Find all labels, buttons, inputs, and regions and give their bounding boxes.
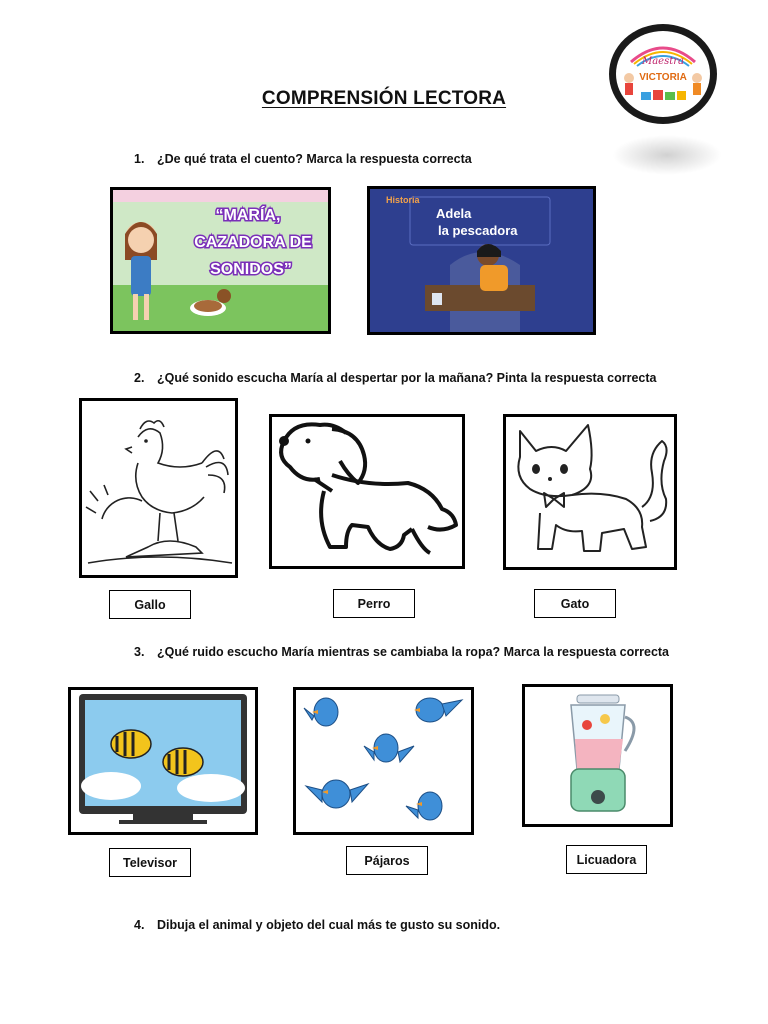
cat-picture[interactable] [503, 414, 677, 570]
rooster-picture[interactable] [79, 398, 238, 578]
story-option-maria[interactable] [110, 187, 331, 334]
answer-option-gato[interactable]: Gato [534, 589, 616, 618]
question-text: ¿Qué ruido escucho María mientras se cambiaba la ropa? Marca la respuesta correcta [157, 645, 670, 659]
question-2 [134, 371, 656, 385]
answer-option-gallo[interactable]: Gallo [109, 590, 191, 619]
question-3 [134, 645, 669, 659]
story-title-line: la pescadora [438, 223, 518, 238]
question-1 [134, 152, 472, 166]
maestra-victoria-logo [607, 22, 719, 126]
question-number: 4. [134, 918, 145, 932]
question-number: 2. [134, 371, 145, 385]
tv-picture[interactable] [68, 687, 258, 835]
question-4 [134, 918, 500, 932]
answer-option-licuadora[interactable]: Licuadora [566, 845, 647, 874]
question-text: Dibuja el animal y objeto del cual más te gusto su sonido. [157, 918, 501, 932]
birds-picture[interactable] [293, 687, 474, 835]
story-kicker: Historia [386, 195, 420, 205]
logo-shadow [612, 135, 722, 175]
story-title-line: SONIDOS” [210, 261, 292, 278]
logo-line1: Maestra [641, 56, 685, 67]
question-number: 1. [134, 152, 145, 166]
story-title-line: CAZADORA DE [194, 234, 312, 251]
answer-option-perro[interactable]: Perro [333, 589, 415, 618]
answer-option-pajaros[interactable]: Pájaros [346, 846, 428, 875]
story-title-line: “MARÍA, [215, 207, 281, 224]
story-option-adela[interactable] [367, 186, 596, 335]
question-text: ¿Qué sonido escucha María al despertar por la mañana? Pinta la respuesta correcta [157, 371, 657, 385]
answer-option-televisor[interactable]: Televisor [109, 848, 191, 877]
page-title: COMPRENSIÓN LECTORA [261, 88, 507, 109]
story-title-line: Adela [436, 206, 472, 221]
dog-picture[interactable] [269, 414, 465, 569]
blender-picture[interactable] [522, 684, 673, 827]
question-text: ¿De qué trata el cuento? Marca la respuesta correcta [157, 152, 472, 166]
question-number: 3. [134, 645, 145, 659]
logo-line2: VICTORIA [639, 72, 687, 83]
